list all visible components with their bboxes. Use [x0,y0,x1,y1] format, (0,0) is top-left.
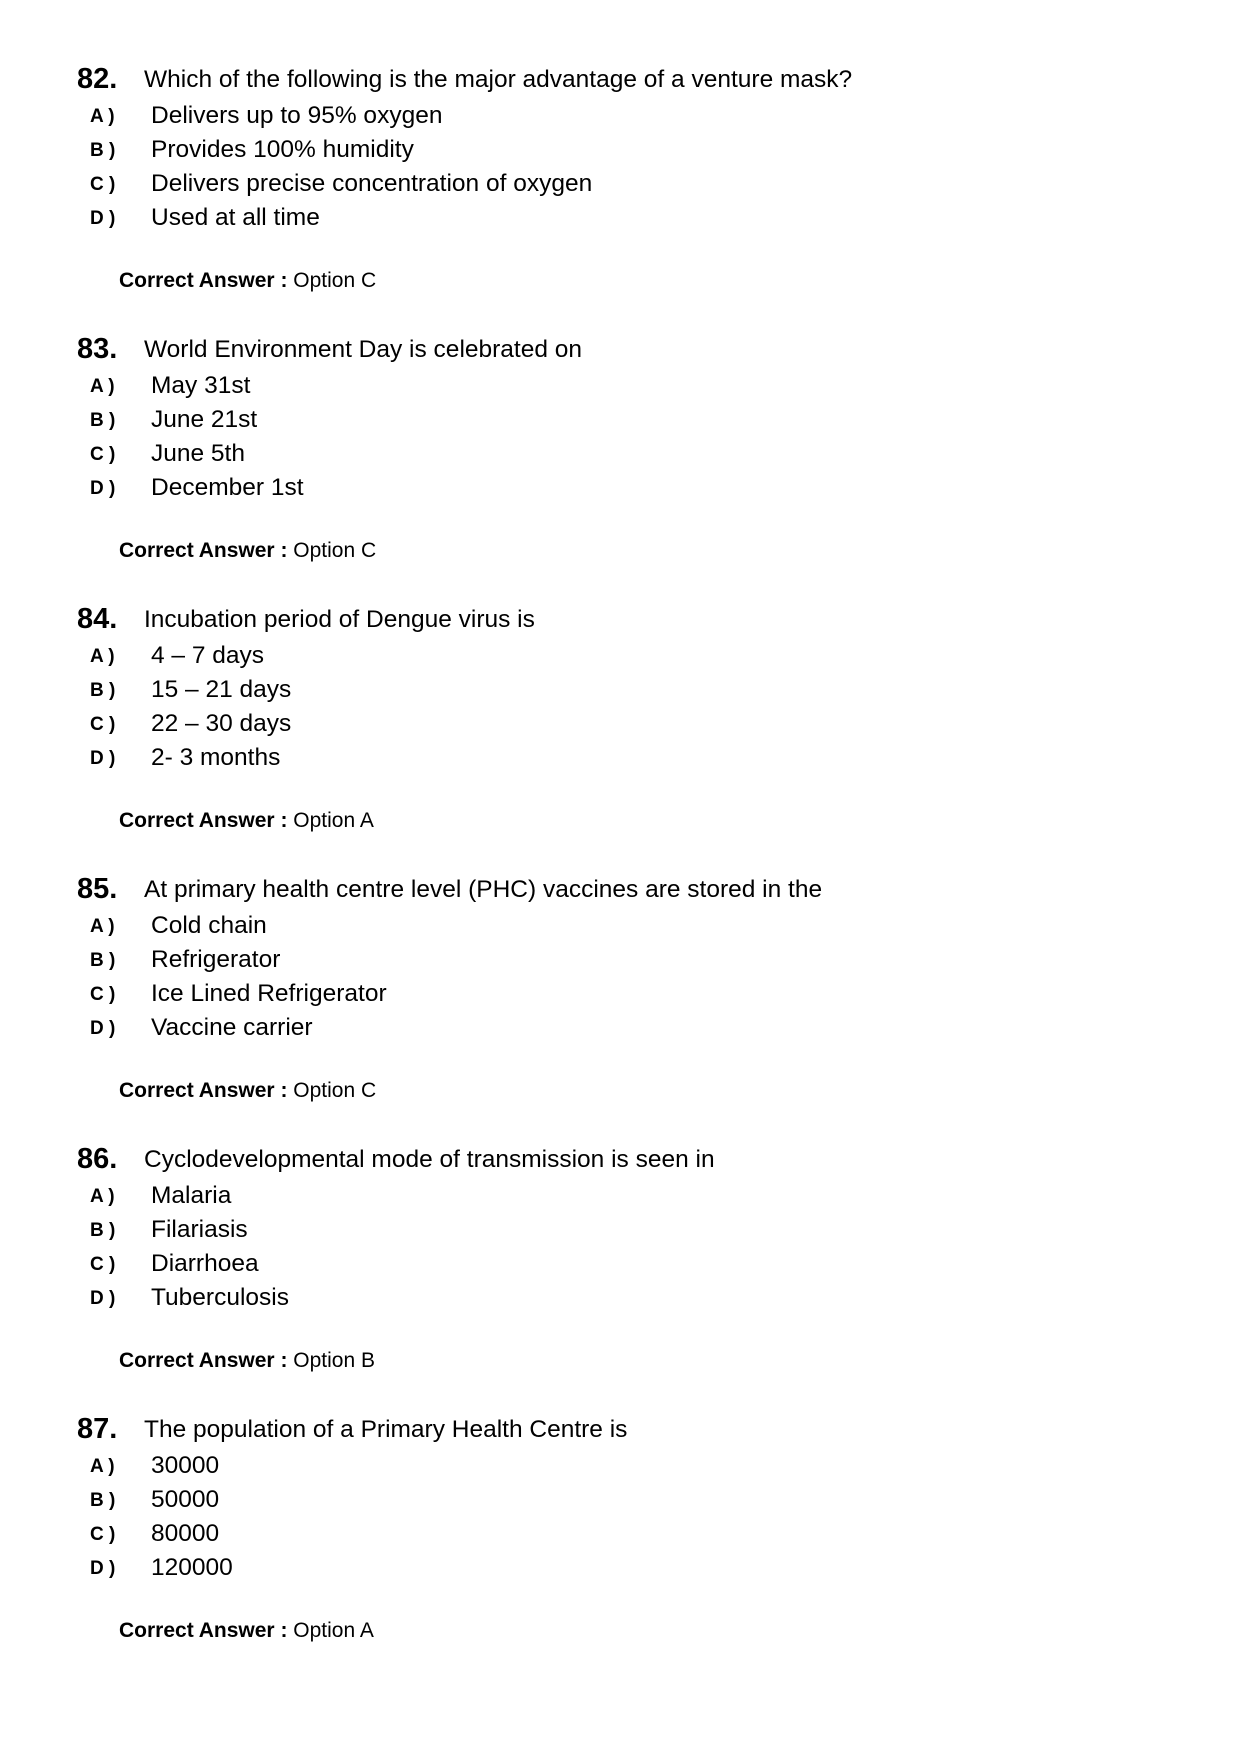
option-d [90,1551,1090,1585]
option-text: December 1st [151,474,304,501]
option-text: 15 – 21 days [151,676,292,703]
correct-answer [119,806,374,836]
option-text: 50000 [151,1486,220,1513]
question-text: Which of the following is the major advantage of a venture mask? [144,66,853,93]
option-text: Ice Lined Refrigerator [151,980,387,1007]
question-header [77,1409,1177,1449]
option-c [90,437,1090,471]
option-letter: A ) [90,646,115,667]
option-text: 2- 3 months [151,744,281,771]
option-c [90,167,1090,201]
question-number: 86. [77,1143,118,1175]
option-b [90,673,1090,707]
option-letter: B ) [90,410,116,431]
correct-answer-label: Correct Answer : [119,269,288,292]
option-letter: D ) [90,1558,116,1579]
option-text: Delivers precise concentration of oxygen [151,170,593,197]
option-text: Filariasis [151,1216,248,1243]
question-text: World Environment Day is celebrated on [144,336,583,363]
correct-answer [119,1616,374,1646]
correct-answer-label: Correct Answer : [119,1079,288,1102]
option-a [90,909,1090,943]
option-letter: D ) [90,1288,116,1309]
option-letter: B ) [90,950,116,971]
option-text: Malaria [151,1182,232,1209]
correct-answer-label: Correct Answer : [119,1619,288,1642]
correct-answer [119,266,376,296]
option-text: Cold chain [151,912,267,939]
option-text: 30000 [151,1452,220,1479]
option-letter: C ) [90,714,116,735]
option-b [90,943,1090,977]
option-text: Refrigerator [151,946,281,973]
option-text: June 5th [151,440,245,467]
correct-answer [119,1346,375,1376]
option-letter: D ) [90,208,116,229]
option-text: 120000 [151,1554,233,1581]
option-c [90,1247,1090,1281]
correct-answer-label: Correct Answer : [119,1349,288,1372]
option-text: 22 – 30 days [151,710,292,737]
option-text: Diarrhoea [151,1250,259,1277]
question-block [0,869,1240,1119]
question-header [77,1139,1177,1179]
option-d [90,1281,1090,1315]
correct-answer-label: Correct Answer : [119,539,288,562]
question-header [77,869,1177,909]
option-c [90,707,1090,741]
option-text: 4 – 7 days [151,642,265,669]
option-c [90,977,1090,1011]
option-b [90,1483,1090,1517]
option-letter: D ) [90,1018,116,1039]
question-block [0,1139,1240,1389]
correct-answer [119,536,376,566]
option-letter: B ) [90,140,116,161]
option-d [90,1011,1090,1045]
option-text: Delivers up to 95% oxygen [151,102,443,129]
question-block [0,1409,1240,1659]
question-number: 83. [77,333,118,365]
correct-answer-value: Option C [293,539,377,562]
option-letter: C ) [90,444,116,465]
option-a [90,99,1090,133]
option-letter: B ) [90,680,116,701]
option-letter: A ) [90,916,115,937]
question-block [0,59,1240,309]
option-d [90,201,1090,235]
option-b [90,1213,1090,1247]
option-letter: A ) [90,1186,115,1207]
question-text: Incubation period of Dengue virus is [144,606,535,633]
correct-answer-value: Option A [293,1619,374,1642]
option-text: Provides 100% humidity [151,136,414,163]
option-letter: B ) [90,1220,116,1241]
option-letter: C ) [90,1524,116,1545]
option-letter: D ) [90,748,116,769]
option-text: 80000 [151,1520,220,1547]
option-letter: A ) [90,106,115,127]
question-number: 85. [77,873,118,905]
correct-answer-value: Option C [293,1079,377,1102]
option-b [90,403,1090,437]
question-block [0,599,1240,849]
question-text: At primary health centre level (PHC) vaccines are stored in the [144,876,823,903]
option-a [90,639,1090,673]
question-block [0,329,1240,579]
option-d [90,471,1090,505]
option-letter: D ) [90,478,116,499]
option-letter: A ) [90,376,115,397]
option-a [90,1449,1090,1483]
option-letter: B ) [90,1490,116,1511]
option-c [90,1517,1090,1551]
option-text: Tuberculosis [151,1284,289,1311]
question-number: 82. [77,63,118,95]
option-text: May 31st [151,372,251,399]
option-d [90,741,1090,775]
question-number: 87. [77,1413,118,1445]
option-text: June 21st [151,406,258,433]
question-header [77,59,1177,99]
option-text: Used at all time [151,204,320,231]
option-text: Vaccine carrier [151,1014,313,1041]
option-b [90,133,1090,167]
option-letter: C ) [90,174,116,195]
correct-answer [119,1076,376,1106]
option-letter: C ) [90,984,116,1005]
question-text: Cyclodevelopmental mode of transmission is seen in [144,1146,715,1173]
question-header [77,329,1177,369]
option-letter: C ) [90,1254,116,1275]
correct-answer-value: Option C [293,269,377,292]
question-text: The population of a Primary Health Centre is [144,1416,628,1443]
correct-answer-value: Option B [293,1349,375,1372]
question-header [77,599,1177,639]
correct-answer-label: Correct Answer : [119,809,288,832]
option-a [90,1179,1090,1213]
correct-answer-value: Option A [293,809,374,832]
option-letter: A ) [90,1456,115,1477]
question-number: 84. [77,603,118,635]
option-a [90,369,1090,403]
